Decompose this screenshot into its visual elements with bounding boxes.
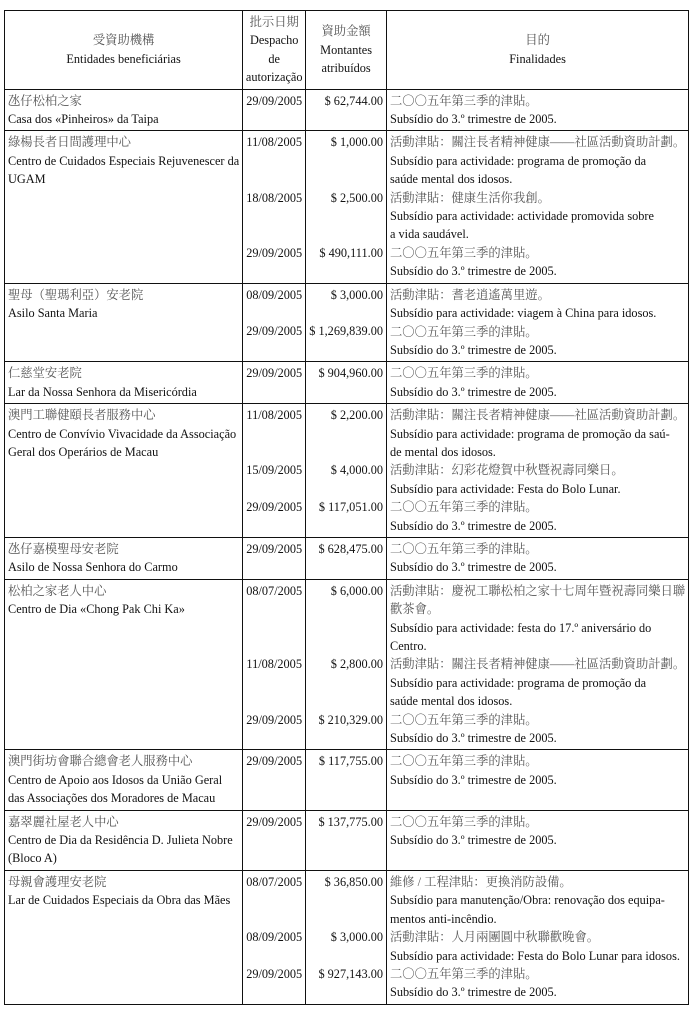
grant-date: 29/09/2005 xyxy=(246,500,303,515)
purpose-pt: Subsídio para manutenção/Obra: renovação dos equipa- xyxy=(390,893,665,908)
purpose-pt: saúde mental dos idosos. xyxy=(390,172,513,187)
grant-date: 29/09/2005 xyxy=(246,541,303,556)
header-entity-pt: Entidades beneficiárias xyxy=(66,51,181,66)
purpose-zh: 二〇〇五年第三季的津貼。 xyxy=(390,500,538,515)
date-cell xyxy=(243,810,306,870)
date-cell xyxy=(243,362,306,404)
grant-date: 29/09/2005 xyxy=(246,814,303,829)
entity-name-pt: das Associações dos Moradores de Macau xyxy=(8,791,216,806)
entity-name-pt: Centro de Apoio aos Idosos da União Geral xyxy=(8,772,223,787)
table-row xyxy=(5,89,689,131)
purpose-pt: mentos anti-incêndio. xyxy=(390,911,497,926)
grant-amount: $ 2,800.00 xyxy=(330,657,383,672)
table-row xyxy=(5,131,689,283)
purpose-pt: Subsídio do 3.º trimestre de 2005. xyxy=(390,833,557,848)
entity-name-pt: Asilo Santa Maria xyxy=(8,306,98,321)
entity-cell xyxy=(5,404,243,538)
entity-name-zh: 氹仔松柏之家 xyxy=(8,93,82,108)
date-cell xyxy=(243,89,306,131)
purpose-pt: Subsídio para actividade: Festa do Bolo Lunar. xyxy=(390,481,621,496)
header-date xyxy=(243,11,306,90)
purpose-pt: Subsídio para actividade: Festa do Bolo Lunar para idosos. xyxy=(390,948,680,963)
purpose-pt: Subsídio para actividade: programa de promoção da xyxy=(390,153,647,168)
grant-amount: $ 2,200.00 xyxy=(330,408,383,423)
purpose-zh: 活動津貼：耆老逍遙萬里遊。 xyxy=(390,287,550,302)
date-cell xyxy=(243,283,306,362)
amount-cell xyxy=(306,404,387,538)
entity-name-pt: Centro de Convívio Vivacidade da Associação xyxy=(8,426,237,441)
purpose-zh: 二〇〇五年第三季的津貼。 xyxy=(390,366,538,381)
purpose-zh: 活動津貼：關注長者精神健康——社區活動資助計劃。 xyxy=(390,408,686,423)
purpose-zh: 二〇〇五年第三季的津貼。 xyxy=(390,814,538,829)
grant-date: 08/07/2005 xyxy=(246,874,303,889)
header-date-pt: Despacho de xyxy=(249,33,299,66)
grant-date: 15/09/2005 xyxy=(246,463,303,478)
entity-name-pt: Centro de Dia «Chong Pak Chi Ka» xyxy=(8,602,185,617)
header-amount-pt: atribuídos xyxy=(321,61,371,76)
grant-amount: $ 6,000.00 xyxy=(330,583,383,598)
entity-cell xyxy=(5,89,243,131)
purpose-cell xyxy=(387,131,689,283)
grant-amount: $ 3,000.00 xyxy=(330,287,383,302)
table-body xyxy=(5,89,689,1004)
grant-date: 29/09/2005 xyxy=(246,324,303,339)
header-amount-pt: Montantes xyxy=(320,42,373,57)
table-row xyxy=(5,750,689,810)
purpose-pt: de mental dos idosos. xyxy=(390,444,496,459)
entity-name-zh: 綠楊長者日間護理中心 xyxy=(8,135,131,150)
purpose-zh: 活動津貼：慶祝工聯松柏之家十七周年暨祝壽同樂日聯 xyxy=(390,583,686,598)
grant-amount: $ 210,329.00 xyxy=(318,712,383,727)
header-amount-zh: 資助金額 xyxy=(321,24,371,39)
amount-cell xyxy=(306,131,387,283)
date-cell xyxy=(243,404,306,538)
grant-date: 11/08/2005 xyxy=(246,657,302,672)
amount-cell xyxy=(306,283,387,362)
entity-name-zh: 聖母（聖瑪利亞）安老院 xyxy=(8,287,144,302)
purpose-zh: 活動津貼：健康生活你我創。 xyxy=(390,190,550,205)
date-cell xyxy=(243,537,306,579)
purpose-pt: Subsídio para actividade: programa de promoção da xyxy=(390,675,647,690)
purpose-cell xyxy=(387,404,689,538)
purpose-zh: 活動津貼：人月兩團圓中秋聯歡晚會。 xyxy=(390,930,600,945)
header-purpose-zh: 目的 xyxy=(525,33,550,48)
amount-cell xyxy=(306,750,387,810)
table-row xyxy=(5,283,689,362)
purpose-pt: Subsídio para actividade: programa de promoção da saú- xyxy=(390,426,670,441)
purpose-zh: 活動津貼：關注長者精神健康——社區活動資助計劃。 xyxy=(390,135,686,150)
entity-name-pt: Asilo de Nossa Senhora do Carmo xyxy=(8,560,178,575)
grant-date: 29/09/2005 xyxy=(246,966,303,981)
grant-amount: $ 4,000.00 xyxy=(330,463,383,478)
amount-cell xyxy=(306,810,387,870)
subsidy-table xyxy=(4,10,689,1005)
grant-amount: $ 36,850.00 xyxy=(324,874,383,889)
header-entity xyxy=(5,11,243,90)
entity-name-zh: 澳門工聯健頤長者服務中心 xyxy=(8,408,156,423)
table-row xyxy=(5,579,689,750)
grant-date: 11/08/2005 xyxy=(246,135,302,150)
purpose-zh: 活動津貼：幻彩花燈賀中秋暨祝壽同樂日。 xyxy=(390,463,624,478)
grant-date: 11/08/2005 xyxy=(246,408,302,423)
entity-cell xyxy=(5,579,243,750)
table-header xyxy=(5,11,689,90)
table-row xyxy=(5,362,689,404)
grant-amount: $ 62,744.00 xyxy=(324,93,383,108)
header-purpose xyxy=(387,11,689,90)
entity-name-pt: UGAM xyxy=(8,172,46,187)
date-cell xyxy=(243,750,306,810)
entity-name-pt: Geral dos Operários de Macau xyxy=(8,444,159,459)
entity-cell xyxy=(5,810,243,870)
entity-name-zh: 氹仔嘉模聖母安老院 xyxy=(8,541,119,556)
purpose-zh: 二〇〇五年第三季的津貼。 xyxy=(390,245,538,260)
entity-name-pt: Casa dos «Pinheiros» da Taipa xyxy=(8,112,159,127)
purpose-cell xyxy=(387,537,689,579)
entity-name-zh: 松柏之家老人中心 xyxy=(8,583,107,598)
entity-name-pt: Centro de Dia da Residência D. Julieta Nobre xyxy=(8,833,233,848)
header-amount xyxy=(306,11,387,90)
purpose-zh: 二〇〇五年第三季的津貼。 xyxy=(390,541,538,556)
entity-name-pt: Lar da Nossa Senhora da Misericórdia xyxy=(8,384,197,399)
grant-date: 29/09/2005 xyxy=(246,245,303,260)
grant-date: 08/07/2005 xyxy=(246,583,303,598)
entity-name-zh: 仁慈堂安老院 xyxy=(8,366,82,381)
purpose-zh: 維修 / 工程津貼：更換消防設備。 xyxy=(390,874,572,889)
entity-name-zh: 母親會護理安老院 xyxy=(8,874,107,889)
entity-name-zh: 嘉翠麗社屋老人中心 xyxy=(8,814,119,829)
purpose-zh: 活動津貼：關注長者精神健康——社區活動資助計劃。 xyxy=(390,657,686,672)
purpose-cell xyxy=(387,750,689,810)
entity-cell xyxy=(5,283,243,362)
purpose-pt: a vida saudável. xyxy=(390,227,469,242)
table-row xyxy=(5,870,689,1004)
purpose-pt: Centro. xyxy=(390,639,427,653)
grant-date: 08/09/2005 xyxy=(246,287,303,302)
purpose-zh: 歡茶會。 xyxy=(390,602,440,617)
purpose-zh: 二〇〇五年第三季的津貼。 xyxy=(390,712,538,727)
purpose-pt: Subsídio do 3.º trimestre de 2005. xyxy=(390,731,557,746)
grant-amount: $ 1,269,839.00 xyxy=(309,324,383,339)
purpose-pt: Subsídio para actividade: viagem à China para idosos. xyxy=(390,306,657,321)
grant-date: 08/09/2005 xyxy=(246,930,303,945)
grant-date: 18/08/2005 xyxy=(246,190,303,205)
grant-amount: $ 927,143.00 xyxy=(318,966,383,981)
grant-amount: $ 628,475.00 xyxy=(318,541,383,556)
entity-name-pt: (Bloco A) xyxy=(8,851,57,866)
table-row xyxy=(5,810,689,870)
entity-cell xyxy=(5,870,243,1004)
purpose-cell xyxy=(387,810,689,870)
purpose-zh: 二〇〇五年第三季的津貼。 xyxy=(390,93,538,108)
entity-cell xyxy=(5,750,243,810)
date-cell xyxy=(243,870,306,1004)
purpose-pt: Subsídio do 3.º trimestre de 2005. xyxy=(390,112,557,127)
purpose-pt: Subsídio do 3.º trimestre de 2005. xyxy=(390,560,557,575)
purpose-zh: 二〇〇五年第三季的津貼。 xyxy=(390,966,538,981)
date-cell xyxy=(243,131,306,283)
purpose-cell xyxy=(387,870,689,1004)
entity-cell xyxy=(5,362,243,404)
entity-cell xyxy=(5,537,243,579)
purpose-pt: Subsídio do 3.º trimestre de 2005. xyxy=(390,264,557,279)
purpose-zh: 二〇〇五年第三季的津貼。 xyxy=(390,754,538,769)
purpose-pt: saúde mental dos idosos. xyxy=(390,694,513,709)
purpose-pt: Subsídio do 3.º trimestre de 2005. xyxy=(390,518,557,533)
grant-date: 29/09/2005 xyxy=(246,93,303,108)
entity-name-pt: Centro de Cuidados Especiais Rejuvenescer da xyxy=(8,153,240,168)
purpose-pt: Subsídio do 3.º trimestre de 2005. xyxy=(390,772,557,787)
purpose-cell xyxy=(387,283,689,362)
purpose-pt: Subsídio para actividade: actividade promovida sobre xyxy=(390,209,654,224)
purpose-pt: Subsídio para actividade: festa do 17.º aniversário do xyxy=(390,620,652,635)
grant-amount: $ 3,000.00 xyxy=(330,930,383,945)
grant-amount: $ 137,775.00 xyxy=(318,814,383,829)
purpose-cell xyxy=(387,89,689,131)
grant-date: 29/09/2005 xyxy=(246,366,303,381)
header-date-zh: 批示日期 xyxy=(249,15,299,29)
amount-cell xyxy=(306,89,387,131)
grant-date: 29/09/2005 xyxy=(246,754,303,769)
grant-amount: $ 2,500.00 xyxy=(330,190,383,205)
entity-name-pt: Lar de Cuidados Especiais da Obra das Mães xyxy=(8,893,231,908)
amount-cell xyxy=(306,579,387,750)
grant-amount: $ 117,755.00 xyxy=(318,754,383,769)
grant-amount: $ 1,000.00 xyxy=(330,135,383,150)
grant-amount: $ 117,051.00 xyxy=(318,500,383,515)
purpose-pt: Subsídio do 3.º trimestre de 2005. xyxy=(390,384,557,399)
amount-cell xyxy=(306,537,387,579)
table-row xyxy=(5,404,689,538)
date-cell xyxy=(243,579,306,750)
header-date-pt: autorização xyxy=(245,70,303,85)
entity-name-zh: 澳門街坊會聯合總會老人服務中心 xyxy=(8,754,193,769)
amount-cell xyxy=(306,870,387,1004)
grant-amount: $ 904,960.00 xyxy=(318,366,383,381)
amount-cell xyxy=(306,362,387,404)
purpose-cell xyxy=(387,362,689,404)
purpose-pt: Subsídio do 3.º trimestre de 2005. xyxy=(390,342,557,357)
purpose-zh: 二〇〇五年第三季的津貼。 xyxy=(390,324,538,339)
header-entity-zh: 受資助機構 xyxy=(92,33,155,48)
purpose-cell xyxy=(387,579,689,750)
table-row xyxy=(5,537,689,579)
entity-cell xyxy=(5,131,243,283)
purpose-pt: Subsídio do 3.º trimestre de 2005. xyxy=(390,985,557,1000)
header-purpose-pt: Finalidades xyxy=(509,51,566,66)
grant-amount: $ 490,111.00 xyxy=(319,245,383,260)
grant-date: 29/09/2005 xyxy=(246,712,303,727)
